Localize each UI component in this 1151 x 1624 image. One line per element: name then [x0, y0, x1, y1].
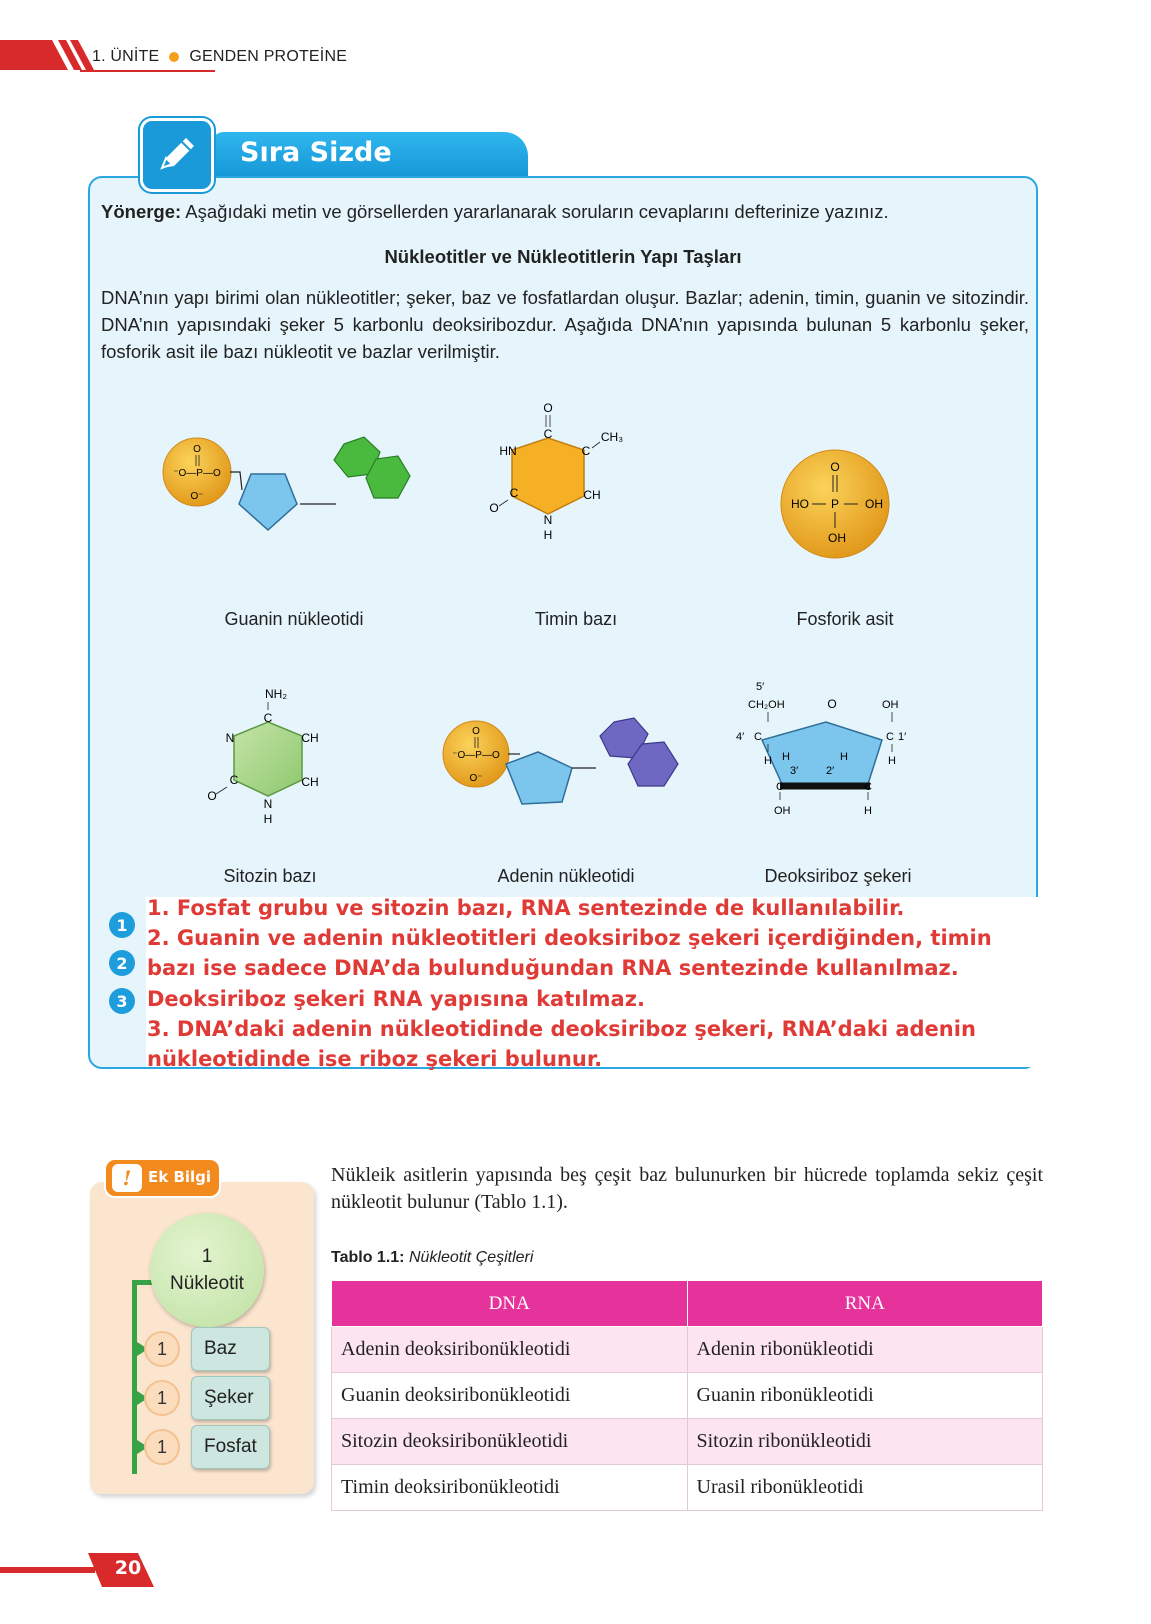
caption-deoxyribose: Deoksiriboz şekeri — [764, 866, 912, 886]
table-row — [332, 1465, 1043, 1511]
pa-oh-right: OH — [865, 497, 883, 511]
c-ch-bottom: CH — [301, 775, 319, 789]
unit-label: 1. ÜNİTE — [92, 48, 160, 65]
caption-thymine: Timin bazı — [534, 609, 618, 629]
table-caption — [331, 1249, 533, 1267]
s-h-c3: H — [782, 751, 790, 763]
a-o-top: O — [472, 726, 480, 737]
answer-1: 1. Fosfat grubu ve sitozin bazı, RNA sentezinde de kullanılabilir. — [147, 896, 905, 920]
table-row — [332, 1419, 1043, 1465]
page-number: 20 — [114, 1557, 142, 1579]
s-c5: 5′ — [756, 681, 765, 693]
table-cell: Adenin deoksiribonükleotidi — [332, 1327, 688, 1373]
nucleotide-circle — [150, 1213, 264, 1327]
s-oh-right: OH — [882, 699, 899, 711]
adenine-nucleotide-diagram — [440, 716, 710, 826]
thymine-base-diagram — [488, 396, 658, 546]
g-o-bottom: O⁻ — [190, 491, 204, 502]
s-c1-label: 1′ — [898, 731, 907, 743]
table-row — [332, 1373, 1043, 1419]
s-oh-bottom: OH — [774, 805, 791, 817]
c-nh2: NH₂ — [265, 687, 287, 701]
instruction-label: Yönerge: — [101, 201, 182, 222]
caption-cytosine: Sitozin bazı — [223, 866, 317, 886]
seker-label: Şeker — [191, 1376, 270, 1420]
nucleotide-table — [331, 1280, 1043, 1511]
table-header-dna: DNA — [332, 1281, 688, 1327]
t-o-left: O — [489, 501, 499, 515]
s-h-c2: H — [840, 751, 848, 763]
caption-guanine: Guanin nükleotidi — [224, 609, 364, 629]
s-c4: C — [754, 731, 762, 743]
baz-count: 1 — [144, 1331, 180, 1367]
caption-adenine: Adenin nükleotidi — [497, 866, 635, 886]
pa-ho: HO — [791, 497, 809, 511]
table-cell: Guanin ribonükleotidi — [687, 1373, 1043, 1419]
info-icon: ! — [112, 1164, 142, 1192]
answer-3: 3. DNA’daki adenin nükleotidinde deoksiriboz şekeri, RNA’daki adenin nükleotidinde ise riboz şekeri bulunur. — [147, 1016, 976, 1072]
question-number-1: 1 — [109, 912, 135, 938]
t-c-right: C — [581, 444, 591, 458]
activity-title: Sıra Sizde — [240, 137, 392, 168]
guanine-nucleotide-diagram — [160, 432, 430, 542]
a-phosphate-row: ⁻O—P—O — [452, 750, 500, 761]
activity-subtitle: Nükleotitler ve Nükleotitlerin Yapı Taşları — [384, 246, 742, 267]
s-c1: C — [886, 731, 894, 743]
s-c4-label: 4′ — [736, 731, 745, 743]
t-hn: HN — [499, 444, 517, 458]
g-phosphate-row: ⁻O—P—O — [173, 468, 221, 479]
chapter-label: GENDEN PROTEİNE — [189, 48, 348, 65]
table-cell: Urasil ribonükleotidi — [687, 1465, 1043, 1511]
baz-label: Baz — [191, 1327, 270, 1371]
nucleotide-label: Nükleotit — [170, 1273, 244, 1294]
s-h-bottom: H — [864, 805, 872, 817]
t-h: H — [543, 528, 553, 542]
question-number-3: 3 — [109, 988, 135, 1014]
fosfat-label: Fosfat — [191, 1425, 270, 1469]
question-number-2: 2 — [109, 950, 135, 976]
fosfat-count: 1 — [144, 1429, 180, 1465]
caption-phosphoric: Fosforik asit — [796, 609, 894, 629]
bullet-dot — [169, 52, 179, 62]
s-c3-label: 3′ — [790, 765, 799, 777]
c-c-left: C — [229, 773, 239, 787]
g-o-top: O — [193, 444, 201, 455]
table-caption-label: Tablo 1.1: — [331, 1249, 405, 1266]
table-header-row — [332, 1281, 1043, 1327]
c-h: H — [263, 812, 273, 826]
c-ch-top: CH — [301, 731, 319, 745]
table-cell: Guanin deoksiribonükleotidi — [332, 1373, 688, 1419]
seker-count: 1 — [144, 1380, 180, 1416]
c-c-top: C — [263, 711, 273, 725]
c-n-bottom: N — [263, 797, 273, 811]
instruction-text: Aşağıdaki metin ve görsellerden yararlanarak soruların cevaplarını defterinize yazınız. — [181, 201, 889, 222]
t-ch: CH — [583, 488, 601, 502]
table-header-rna: RNA — [687, 1281, 1043, 1327]
t-n: N — [543, 513, 553, 527]
t-c-top: C — [543, 427, 553, 441]
t-c-left: C — [509, 486, 519, 500]
ek-bilgi-title: Ek Bilgi — [148, 1168, 212, 1186]
pencil-icon — [140, 118, 214, 192]
page-number-bar — [0, 1567, 95, 1573]
activity-paragraph: DNA’nın yapı birimi olan nükleotitler; şeker, baz ve fosfatlardan oluşur. Bazlar; adenin, timin, guanin ve sitozindir. DNA’nın yapısındaki şeker 5 karbonlu deoksiribozdur. Aşağıda DNA’nın yapısında bulunan 5 karbonlu şeker, fosforik asit ile bazı nükleotit ve bazlar verilmiştir. — [101, 287, 1029, 362]
t-o-top: O — [543, 401, 553, 415]
tree-line-horizontal — [132, 1280, 152, 1285]
s-o: O — [827, 697, 837, 711]
a-o-bottom: O⁻ — [469, 773, 483, 784]
cytosine-base-diagram — [200, 684, 340, 834]
nucleotide-count: 1 — [201, 1246, 213, 1267]
header-breadcrumb — [92, 48, 347, 66]
phosphoric-acid-diagram — [778, 444, 898, 564]
pa-o: O — [830, 460, 840, 474]
table-cell: Timin deoksiribonükleotidi — [332, 1465, 688, 1511]
s-c2-label: 2′ — [826, 765, 835, 777]
intro-paragraph: Nükleik asitlerin yapısında beş çeşit baz bulunurken bir hücrede toplamda sekiz çeşit nükleotit bulunur (Tablo 1.1). — [331, 1164, 1043, 1213]
t-ch3: CH₃ — [600, 430, 624, 444]
s-h-right: H — [888, 755, 896, 767]
deoxyribose-diagram — [736, 678, 926, 838]
answers-block — [147, 893, 1047, 1074]
instruction — [101, 201, 1041, 223]
s-c3: C — [776, 781, 784, 793]
s-h-left: H — [764, 755, 772, 767]
answer-2: 2. Guanin ve adenin nükleotitleri deoksiriboz şekeri içerdiğinden, timin bazı ise sadece DNA’da bulunduğundan RNA sentezinde kullanılmaz. Deoksiriboz şekeri RNA yapısına katılmaz. — [147, 926, 992, 1011]
s-c2: C — [864, 781, 872, 793]
table-cell: Sitozin ribonükleotidi — [687, 1419, 1043, 1465]
table-cell: Sitozin deoksiribonükleotidi — [332, 1419, 688, 1465]
table-row — [332, 1327, 1043, 1373]
c-n-left: N — [225, 731, 235, 745]
s-ch2oh: CH₂OH — [748, 699, 785, 711]
c-o: O — [207, 789, 217, 803]
pa-p: P — [830, 497, 840, 511]
table-cell: Adenin ribonükleotidi — [687, 1327, 1043, 1373]
pa-oh-bottom: OH — [828, 531, 846, 545]
table-caption-title: Nükleotit Çeşitleri — [404, 1249, 534, 1266]
